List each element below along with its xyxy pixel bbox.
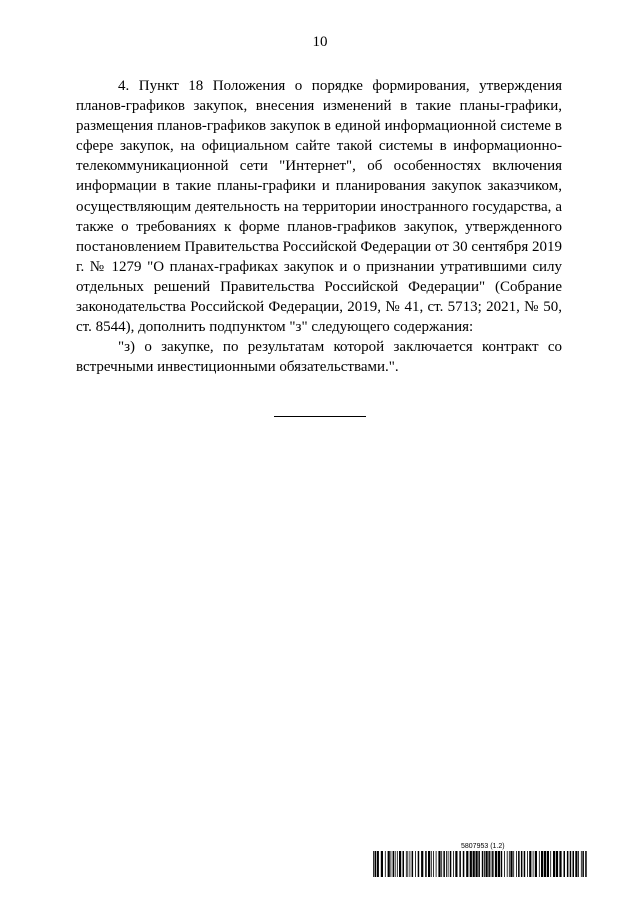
paragraph-subclause: "з) о закупке, по результатам которой заключается контракт со встречными инвестиционными обязательствами.". [76, 339, 562, 376]
document-body [76, 76, 562, 377]
paragraph-amendment: 4. Пункт 18 Положения о порядке формирования, утверждения планов-графиков закупок, внесения изменений в такие планы-графики, размещения планов-графиков закупок в единой информационной системе в сфере закупок, на официальном сайте такой системы в информационно-телекоммуникационной сети "Интернет", об особенностях включения информации в такие планы-графики и планирования закупок заказчиком, осуществляющим деятельность на территории иностранного государства, а также о требованиях к форме планов-графиков закупок, утвержденного постановлением Правительства Российской Федерации от 30 сентября 2019 г. № 1279 "О планах-графиках закупок и о признании утратившими силу отдельных решений Правительства Российской Федерации" (Собрание законодательства Российской Федерации, 2019, № 41, ст. 5713; 2021, № 50, ст. 8544), дополнить подпунктом "з" следующего содержания: [76, 78, 562, 336]
document-barcode [373, 843, 589, 877]
separator-line [274, 416, 366, 417]
page-number: 10 [312, 34, 328, 50]
barcode-label: 5807953 (1.2) [461, 843, 505, 850]
barcode-image [373, 851, 589, 877]
